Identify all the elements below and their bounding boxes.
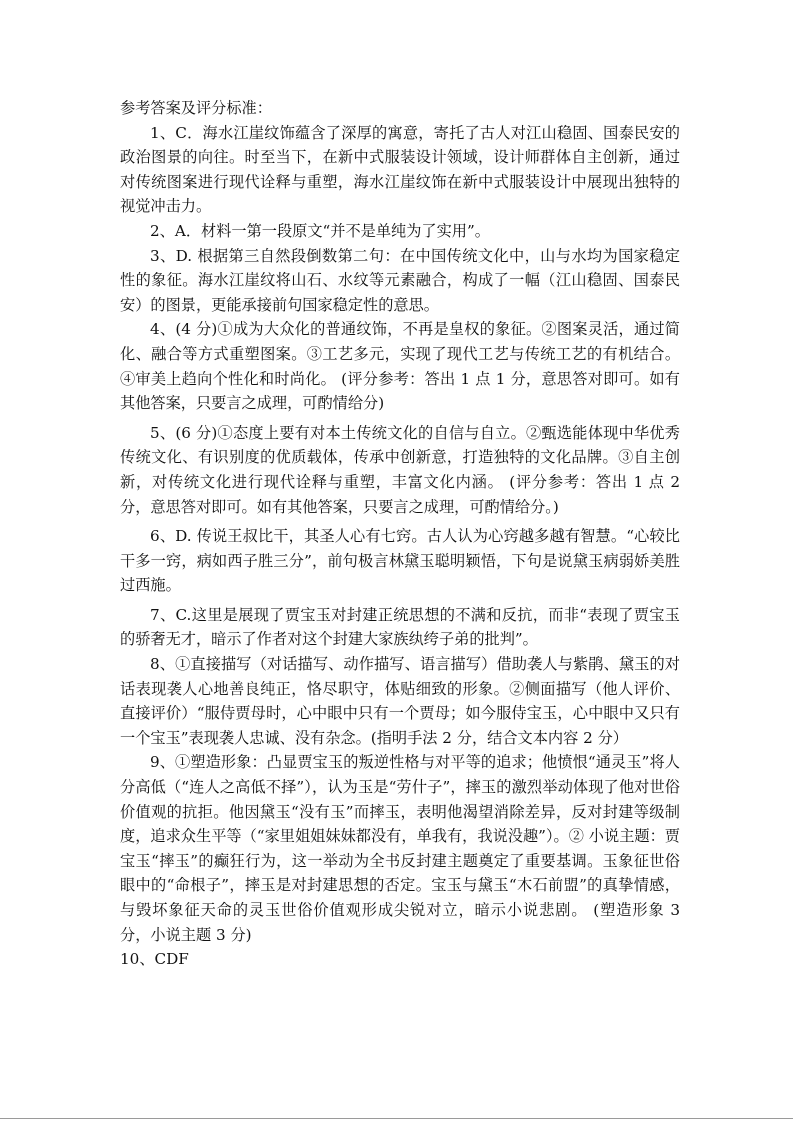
answer-key-body [120, 96, 680, 972]
answer-1: 1、C．海水江崖纹饰蕴含了深厚的寓意，寄托了古人对江山稳固、国泰民安的政治图景的向往。时至当下，在新中式服装设计领域，设计师群体自主创新，通过对传统图案进行现代诠释与重塑，海水江崖纹饰在新中式服装设计中展现出独特的视觉冲击力。 [120, 123, 680, 216]
answer-key-heading: 参考答案及评分标准： [120, 99, 272, 117]
answer-5: 5、(6 分)①态度上要有对本土传统文化的自信与自立。②甄选能体现中华优秀传统文化、有识别度的优质载体，传承中创新意，打造独特的文化品牌。③自主创新，对传统文化进行现代诠释与重塑，丰富文化内涵。 (评分参考：答出 1 点 2 分，意思答对即可。如有其他答案，只要言之成理，可酌情给分。) [120, 423, 680, 516]
answer-7: 7、C.这里是展现了贾宝玉对封建正统思想的不满和反抗，而非“表现了贾宝玉的骄奢无才，暗示了作者对这个封建大家族纨绔子弟的批判”。 [120, 605, 680, 649]
answer-6: 6、D. 传说王叔比干，其圣人心有七窍。古人认为心窍越多越有智慧。“心较比干多一窍，病如西子胜三分”，前句极言林黛玉聪明颖悟，下句是说黛玉病弱娇美胜过西施。 [120, 527, 680, 595]
page-bottom-divider [0, 1118, 793, 1119]
answer-9: 9、①塑造形象：凸显贾宝玉的叛逆性格与对平等的追求；他愤恨“通灵玉”将人分高低（“连人之高低不择”），认为玉是“劳什子”，摔玉的激烈举动体现了他对世俗价值观的抗拒。他因黛玉“没有玉”而摔玉，表明他渴望消除差异，反对封建等级制度，追求众生平等（“家里姐姐妹妹都没有，单我有，我说没趣”）。② 小说主题：贾宝玉“摔玉”的癫狂行为，这一举动为全书反封建主题奠定了重要基调。玉象征世俗眼中的“命根子”，摔玉是对封建思想的否定。宝玉与黛玉“木石前盟”的真挚情感，与毁坏象征天命的灵玉世俗价值观形成尖锐对立，暗示小说悲剧。 (塑造形象 3 分，小说主题 3 分) [120, 753, 680, 944]
answer-10: 10、CDF [120, 950, 189, 969]
answer-4: 4、(4 分)①成为大众化的普通纹饰，不再是皇权的象征。②图案灵活，通过简化、融合等方式重塑图案。③工艺多元，实现了现代工艺与传统工艺的有机结合。④审美上趋向个性化和时尚化。 (评分参考：答出 1 点 1 分，意思答对即可。如有其他答案，只要言之成理，可酌情给分) [120, 320, 680, 413]
answer-2: 2、A．材料一第一段原文“并不是单纯为了实用”。 [150, 221, 490, 240]
answer-3: 3、D. 根据第三自然段倒数第二句：在中国传统文化中，山与水均为国家稳定性的象征。海水江崖纹将山石、水纹等元素融合，构成了一幅（江山稳固、国泰民安）的图景，更能承接前句国家稳定性的意思。 [120, 246, 680, 314]
answer-8: 8、①直接描写（对话描写、动作描写、语言描写）借助袭人与紫鹃、黛玉的对话表现袭人心地善良纯正，恪尽职守，体贴细致的形象。②侧面描写（他人评价、直接评价）“服侍贾母时，心中眼中只有一个贾母；如今服侍宝玉，心中眼中又只有一个宝玉”表现袭人忠诚、没有杂念。(指明手法 2 分，结合文本内容 2 分） [120, 655, 680, 747]
